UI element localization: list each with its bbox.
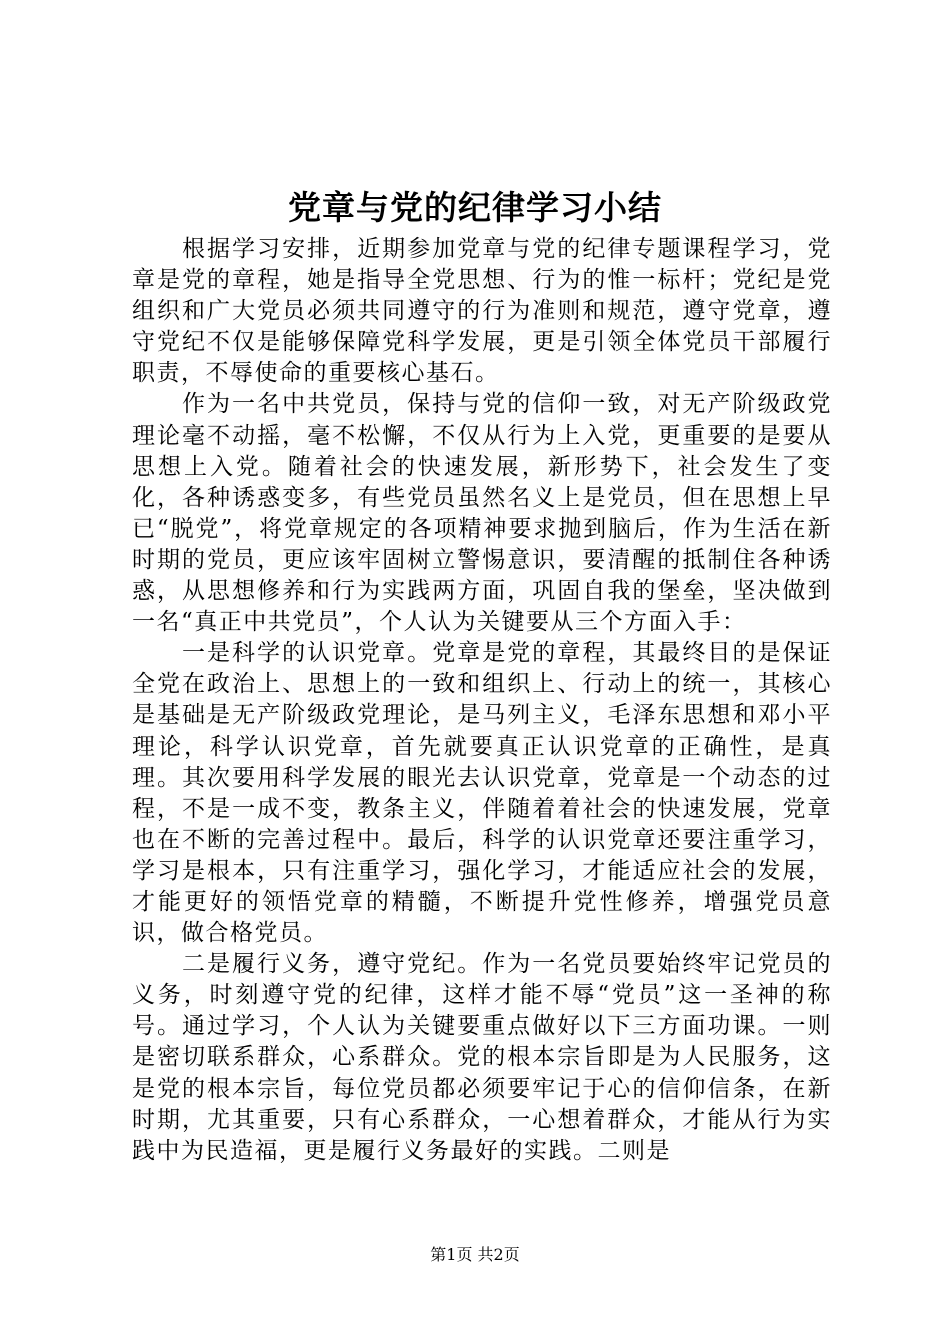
paragraph-1: 根据学习安排，近期参加党章与党的纪律专题课程学习，党章是党的章程，她是指导全党思想、行为的惟一标杆；党纪是党组织和广大党员必须共同遵守的行为准则和规范，遵守党章，遵守党纪不仅是能够保障党科学发展，更是引领全体党员干部履行职责，不辱使命的重要核心基石。 — [132, 236, 832, 387]
paragraph-2: 作为一名中共党员，保持与党的信仰一致，对无产阶级政党理论毫不动摇，毫不松懈，不仅从行为上入党，更重要的是要从思想上入党。随着社会的快速发展，新形势下，社会发生了变化，各种诱惑变多，有些党员虽然名义上是党员，但在思想上早已“脱党”，将党章规定的各项精神要求抛到脑后，作为生活在新时期的党员，更应该牢固树立警惕意识，要清醒的抵制住各种诱惑，从思想修养和行为实践两方面，巩固自我的堡垒，坚决做到一名“真正中共党员”，个人认为关键要从三个方面入手： — [132, 391, 832, 636]
page-number-footer: 第1页 共2页 — [430, 1245, 520, 1264]
paragraph-3: 一是科学的认识党章。党章是党的章程，其最终目的是保证全党在政治上、思想上的一致和组织上、行动上的统一，其核心是基础是无产阶级政党理论，是马列主义，毛泽东思想和邓小平理论，科学认识党章，首先就要真正认识党章的正确性，是真理。其次要用科学发展的眼光去认识党章，党章是一个动态的过程，不是一成不变，教条主义，伴随着着社会的快速发展，党章也在不断的完善过程中。最后，科学的认识党章还要注重学习，学习是根本，只有注重学习，强化学习，才能适应社会的发展，才能更好的领悟党章的精髓，不断提升党性修养，增强党员意识，做合格党员。 — [132, 640, 832, 947]
paragraph-4: 二是履行义务，遵守党纪。作为一名党员要始终牢记党员的义务，时刻遵守党的纪律，这样才能不辱“党员”这一圣神的称号。通过学习，个人认为关键要重点做好以下三方面功课。一则是密切联系群众，心系群众。党的根本宗旨即是为人民服务，这是党的根本宗旨，每位党员都必须要牢记于心的信仰信条，在新时期，尤其重要，只有心系群众，一心想着群众，才能从行为实践中为民造福，更是履行义务最好的实践。二则是 — [132, 951, 832, 1164]
document-title: 党章与党的纪律学习小结 — [288, 188, 662, 227]
document-body — [132, 234, 832, 1167]
